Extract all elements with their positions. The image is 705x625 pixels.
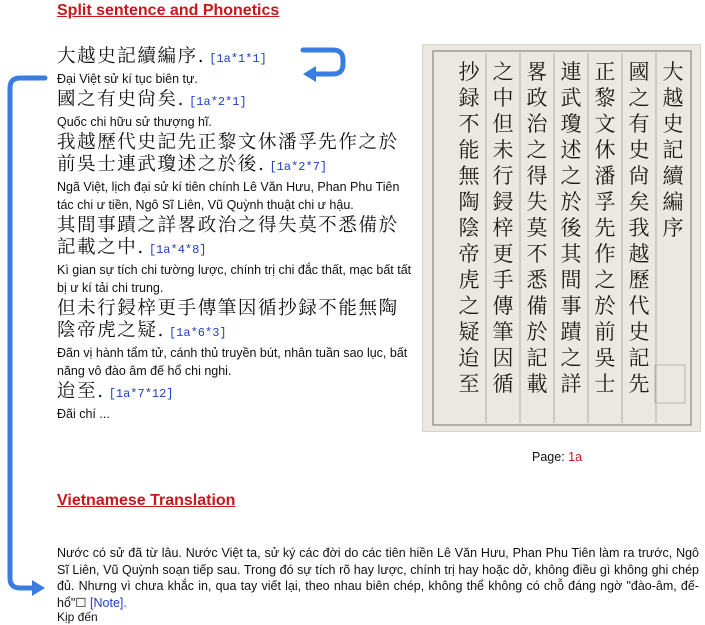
segment-ref-link[interactable]: [1a*4*8] xyxy=(148,243,207,257)
sentence-list xyxy=(57,46,415,424)
translation-body: Nước có sử đã từ lâu. Nước Việt ta, sử ký các đời do các tiên hiền Lê Văn Hưu, Phan Phu Tiên làm ra trước, Ngô Sĩ Liên, Vũ Quỳnh soạn tiếp sau. Trong đó sự tích rõ hay lược, chính trị hay hoặc dở, không điều gì không ghi chép đủ. Nhưng vì chưa khắc in, qua tay viết lại, theo nhau biên chép, không thể không có chỗ đáng ngờ "đào-âm, đế-hổ"☐ xyxy=(57,546,699,610)
han-text: 國之有史尙矣. xyxy=(57,89,186,110)
sentence-segment xyxy=(57,381,415,423)
note-link[interactable]: [Note]. xyxy=(90,595,127,610)
scan-column-text: 正黎文休潘孚先作之於前吳士 xyxy=(594,60,616,396)
phonetic-text: Quốc chi hữu sử thượng hĩ. xyxy=(57,115,212,129)
page-value[interactable]: 1a xyxy=(568,450,583,464)
scan-column-text: 抄録不能無陶陰帝虎之疑迨至 xyxy=(458,60,480,396)
split-sentence-heading: Split sentence and Phonetics xyxy=(57,2,280,19)
sentence-segment xyxy=(57,89,415,131)
translation-text xyxy=(57,545,699,611)
han-text: 其間事蹟之詳畧政治之得失莫不悉備於記載之中. xyxy=(57,215,399,258)
han-text: 迨至. xyxy=(57,381,105,402)
segment-ref-link[interactable]: [1a*7*12] xyxy=(108,387,174,401)
manuscript-page-image xyxy=(422,44,701,432)
phonetic-text: Ngã Việt, lịch đại sử kí tiên chính Lê Văn Hưu, Phan Phu Tiên tác chi ư tiền, Ngô Sĩ Liên, Vũ Quỳnh thuật chi ư hậu. xyxy=(57,180,400,212)
sentence-segment xyxy=(57,132,415,214)
han-text: 我越歷代史記先正黎文休潘孚先作之於前吳士連武瓊述之於後. xyxy=(57,132,399,175)
page-label: Page: xyxy=(532,450,565,464)
sentence-segment xyxy=(57,215,415,297)
phonetic-text: Đại Việt sử kí tục biên tự. xyxy=(57,72,198,86)
phonetic-text: Kì gian sự tích chi tường lược, chính trị chi đắc thất, mạc bất tất bị ư kí tải chi trung. xyxy=(57,263,412,295)
phonetic-text: Đãi chí ... xyxy=(57,407,110,421)
han-text: 大越史記續編序. xyxy=(57,46,206,67)
phonetic-text: Đãn vị hành tẩm tử, cánh thủ truyền bút, nhân tuần sao lục, bất năng vô đào âm đế hổ chi nghi. xyxy=(57,346,408,378)
segment-ref-link[interactable]: [1a*2*7] xyxy=(269,160,328,174)
long-arrow-head xyxy=(32,580,45,596)
long-arrow xyxy=(10,78,45,588)
segment-ref-link[interactable]: [1a*2*1] xyxy=(189,95,247,109)
scan-column-text: 大越史記續編序 xyxy=(662,60,684,240)
manuscript-scan xyxy=(423,45,700,431)
scan-column-text: 連武瓊述之於後其間事蹟之詳 xyxy=(560,60,582,396)
page-caption xyxy=(532,450,582,464)
segment-ref-link[interactable]: [1a*6*3] xyxy=(168,326,227,340)
segment-ref-link[interactable]: [1a*1*1] xyxy=(209,52,267,66)
scan-column-text: 之中但未行鋟梓更手傳筆因循 xyxy=(492,60,514,396)
scan-column-text: 國之有史尙矣我越歷代史記先 xyxy=(628,60,650,396)
sentence-segment xyxy=(57,298,415,380)
sentence-segment xyxy=(57,46,415,88)
vietnamese-translation-heading: Vietnamese Translation xyxy=(57,492,236,509)
next-line-text: Kịp đến xyxy=(57,610,98,624)
han-text: 但未行鋟梓更手傳筆因循抄録不能無陶陰帝虎之疑. xyxy=(57,298,399,341)
scan-column-text: 畧政治之得失莫不悉備於記載 xyxy=(526,60,548,396)
